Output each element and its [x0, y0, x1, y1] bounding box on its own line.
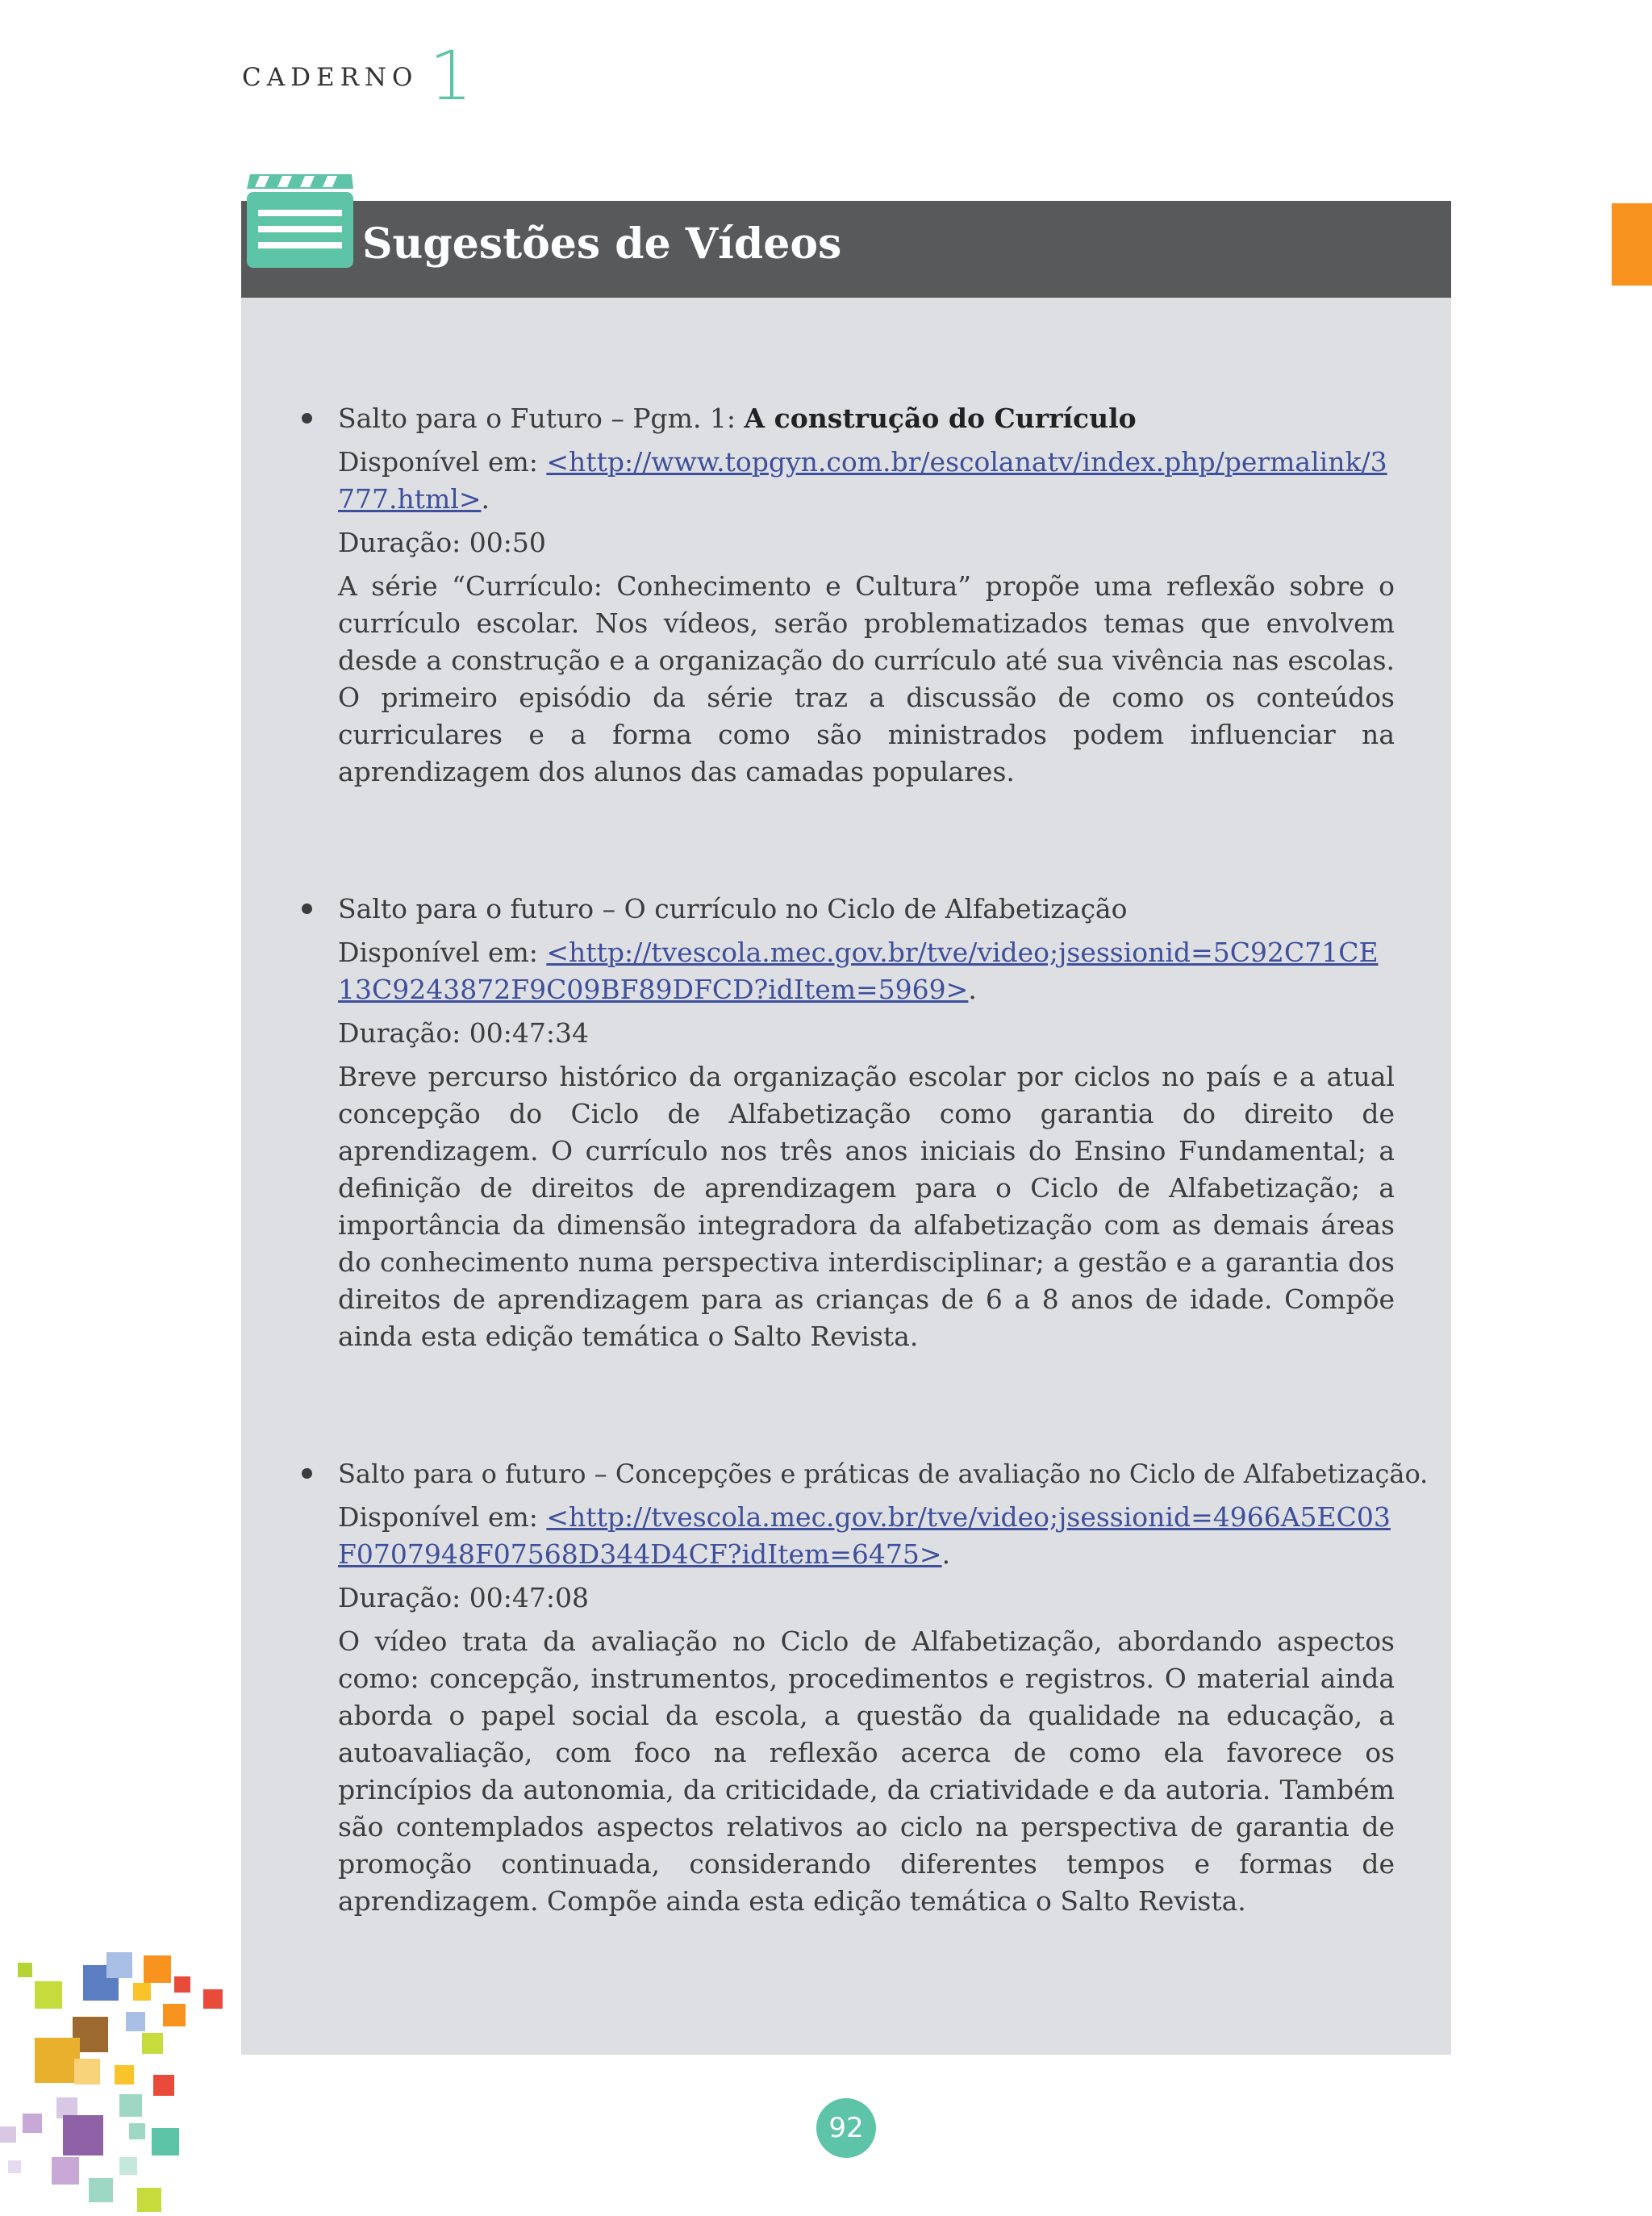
video-item	[338, 400, 1395, 791]
decorative-mosaic	[0, 1928, 242, 2216]
video-link[interactable]: <http://www.topgyn.com.br/escolanatv/index.php/permalink/3777.html>	[338, 446, 1387, 515]
video-description: O vídeo trata da avaliação no Ciclo de Alfabetização, abordando aspectos como: concepção, instrumentos, procedimentos e registros. O material ainda aborda o papel social da escola, a questão da qualidade na educação, a autoavaliação, com foco na reflexão acerca de como ela favorece os princípios da autonomia, da criticidade, da criatividade e da autoria. Também são contemplados aspectos relativos ao ciclo na perspectiva de garantia de promoção continuada, considerando diferentes tempos e formas de aprendizagem. Compõe ainda esta edição temática o Salto Revista.	[338, 1625, 1395, 1917]
video-item	[338, 1455, 1429, 1920]
video-availability: Disponível em: <http://tvescola.mec.gov.br/tve/video;jsessionid=5C92C71CE13C9243872F9C09BF89DFCD?idItem=5969>.	[338, 937, 1379, 1005]
video-duration: Duração: 00:47:08	[338, 1582, 590, 1613]
page-number: 92	[816, 2098, 876, 2158]
video-link[interactable]: <http://tvescola.mec.gov.br/tve/video;jsessionid=5C92C71CE13C9243872F9C09BF89DFCD?idItem=5969>	[338, 937, 1379, 1005]
bullet-icon	[302, 413, 312, 424]
video-title: Salto para o Futuro – Pgm. 1: A construção do Currículo	[338, 403, 1137, 434]
video-duration: Duração: 00:50	[338, 527, 546, 558]
caderno-label: CADERNO	[242, 63, 419, 92]
video-availability: Disponível em: <http://www.topgyn.com.br/escolanatv/index.php/permalink/3777.html>.	[338, 446, 1387, 515]
video-duration: Duração: 00:47:34	[338, 1017, 590, 1049]
bullet-icon	[302, 904, 312, 914]
bullet-icon	[302, 1468, 312, 1479]
clapperboard-icon	[245, 171, 355, 269]
video-description: Breve percurso histórico da organização escolar por ciclos no país e a atual concepção do Ciclo de Alfabetização como garantia do direito de aprendizagem. O currículo nos três anos iniciais do Ensino Fundamental; a definição de direitos de aprendizagem para o Ciclo de Alfabetização; a importância da dimensão integradora da alfabetização com as demais áreas do conhecimento numa perspectiva interdisciplinar; a gestão e a garantia dos direitos de aprendizagem para as crianças de 6 a 8 anos de idade. Compõe ainda esta edição temática o Salto Revista.	[338, 1061, 1395, 1352]
side-tab-marker	[1612, 203, 1652, 286]
video-link[interactable]: <http://tvescola.mec.gov.br/tve/video;jsessionid=4966A5EC03F0707948F07568D344D4CF?idItem=6475>	[338, 1501, 1391, 1570]
video-description: A série “Currículo: Conhecimento e Cultura” propõe uma reflexão sobre o currículo escolar. Nos vídeos, serão problematizados temas que envolvem desde a construção e a organização do currículo até sua vivência nas escolas. O primeiro episódio da série traz a discussão de como os conteúdos curriculares e a forma como são ministrados podem influenciar na aprendizagem dos alunos das camadas populares.	[338, 570, 1395, 787]
video-title: Salto para o futuro – Concepções e práticas de avaliação no Ciclo de Alfabetização.	[338, 1459, 1429, 1489]
video-availability: Disponível em: <http://tvescola.mec.gov.br/tve/video;jsessionid=4966A5EC03F0707948F07568D344D4CF?idItem=6475>.	[338, 1501, 1391, 1570]
section-title: Sugestões de Vídeos	[362, 219, 842, 269]
caderno-number: 1	[429, 36, 473, 115]
video-title: Salto para o futuro – O currículo no Ciclo de Alfabetização	[338, 893, 1128, 924]
video-item	[338, 891, 1395, 1355]
